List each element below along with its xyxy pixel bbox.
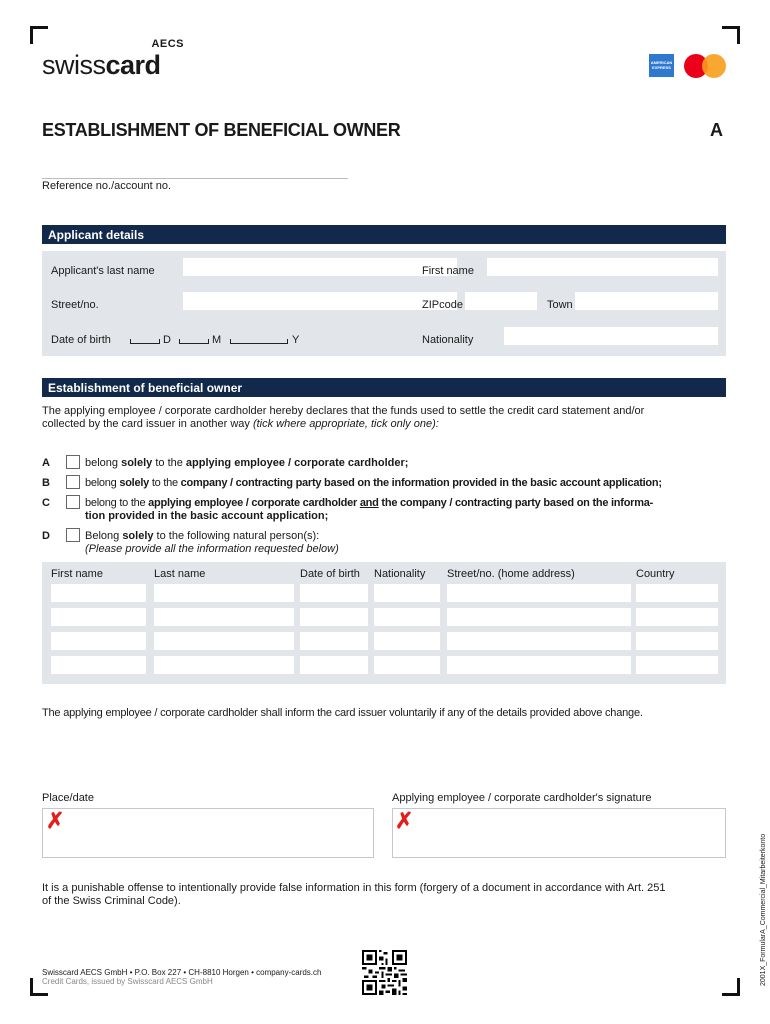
dob-day-label: D	[163, 334, 171, 346]
option-a-text: belong solely to the applying employee / corporate cardholder;	[85, 457, 409, 469]
dob-year-label: Y	[292, 334, 300, 346]
intro-line-1: The applying employee / corporate cardholder hereby declares that the funds used to settle the credit card statement and/or	[42, 405, 645, 417]
place-date-field[interactable]	[42, 808, 374, 858]
zip-label: ZIPcode	[422, 299, 463, 311]
option-a-letter: A	[42, 457, 50, 469]
place-date-x-mark: ✗	[46, 808, 65, 833]
option-b-checkbox[interactable]	[66, 475, 80, 489]
signature-label: Applying employee / corporate cardholder's signature	[392, 792, 652, 804]
street-field[interactable]	[183, 292, 457, 310]
town-label: Town	[547, 299, 573, 311]
mastercard-logo	[684, 54, 728, 78]
signature-field[interactable]	[392, 808, 726, 858]
reference-label: Reference no./account no.	[42, 180, 172, 192]
applicant-panel	[42, 251, 726, 356]
col-nationality: Nationality	[374, 568, 426, 580]
zip-field[interactable]	[465, 292, 537, 310]
col-street: Street/no. (home address)	[447, 568, 575, 580]
beneficial-section-header: Establishment of beneficial owner	[42, 378, 726, 397]
form-code-vertical: 2001X_FormularA_Commercial_Mitarbeiterkonto	[760, 833, 767, 986]
dob-day-field[interactable]	[130, 327, 160, 345]
warning-line-2: of the Swiss Criminal Code).	[42, 895, 181, 907]
person-4-col-3-field[interactable]	[300, 656, 368, 674]
option-c-checkbox[interactable]	[66, 495, 80, 509]
person-2-col-3-field[interactable]	[300, 608, 368, 626]
option-d-letter: D	[42, 530, 50, 542]
dob-year-field[interactable]	[230, 327, 288, 345]
logo-aecs: AECS	[151, 38, 184, 50]
person-3-col-6-field[interactable]	[636, 632, 718, 650]
logo-swiss: swiss	[42, 50, 106, 80]
last-name-field[interactable]	[183, 258, 457, 276]
person-4-col-6-field[interactable]	[636, 656, 718, 674]
person-1-col-3-field[interactable]	[300, 584, 368, 602]
street-label: Street/no.	[51, 299, 99, 311]
dob-month-label: M	[212, 334, 222, 346]
person-4-col-5-field[interactable]	[447, 656, 631, 674]
warning-line-1: It is a punishable offense to intentionally provide false information in this form (forgery of a document in accordance with Art. 251	[42, 882, 666, 894]
option-c-text: belong to the applying employee / corporate cardholder and the company / contracting party based on the informa-	[85, 497, 653, 509]
person-4-col-1-field[interactable]	[51, 656, 146, 674]
first-name-field[interactable]	[487, 258, 718, 276]
person-1-col-5-field[interactable]	[447, 584, 631, 602]
person-3-col-5-field[interactable]	[447, 632, 631, 650]
dob-month-field[interactable]	[179, 327, 209, 345]
qr-code	[362, 950, 407, 995]
option-c-letter: C	[42, 497, 50, 509]
person-3-col-4-field[interactable]	[374, 632, 440, 650]
person-1-col-6-field[interactable]	[636, 584, 718, 602]
logo-card: card	[105, 50, 161, 80]
person-4-col-4-field[interactable]	[374, 656, 440, 674]
option-d-checkbox[interactable]	[66, 528, 80, 542]
person-3-col-3-field[interactable]	[300, 632, 368, 650]
person-1-col-2-field[interactable]	[154, 584, 294, 602]
intro-line-2: collected by the card issuer in another way (tick where appropriate, tick only one):	[42, 418, 439, 430]
person-1-col-1-field[interactable]	[51, 584, 146, 602]
option-a-checkbox[interactable]	[66, 455, 80, 469]
crop-mark-top-right	[722, 26, 740, 44]
signature-x-mark: ✗	[395, 808, 414, 833]
col-date-of-birth: Date of birth	[300, 568, 360, 580]
person-2-col-6-field[interactable]	[636, 608, 718, 626]
person-3-col-1-field[interactable]	[51, 632, 146, 650]
town-field[interactable]	[575, 292, 718, 310]
form-letter: A	[710, 120, 723, 140]
nationality-label: Nationality	[422, 334, 474, 346]
col-country: Country	[636, 568, 675, 580]
option-b-text: belong solely to the company / contracting party based on the information provided in the basic account application;	[85, 477, 662, 489]
option-c-text-cont: tion provided in the basic account application;	[85, 510, 329, 522]
person-1-col-4-field[interactable]	[374, 584, 440, 602]
person-2-col-1-field[interactable]	[51, 608, 146, 626]
change-notice: The applying employee / corporate cardholder shall inform the card issuer voluntarily if any of the details provided above change.	[42, 707, 643, 719]
col-last-name: Last name	[154, 568, 206, 580]
crop-mark-bottom-right	[722, 978, 740, 996]
nationality-field[interactable]	[504, 327, 718, 345]
footer-address: Swisscard AECS GmbH • P.O. Box 227 • CH-8810 Horgen • company-cards.ch	[42, 968, 322, 977]
person-4-col-2-field[interactable]	[154, 656, 294, 674]
option-d-text: Belong solely to the following natural person(s):	[85, 530, 320, 542]
option-d-note: (Please provide all the information requested below)	[85, 543, 339, 555]
page-title: ESTABLISHMENT OF BENEFICIAL OWNER	[42, 120, 401, 140]
person-2-col-2-field[interactable]	[154, 608, 294, 626]
place-date-label: Place/date	[42, 792, 94, 804]
applicant-section-header: Applicant details	[42, 225, 726, 244]
person-2-col-4-field[interactable]	[374, 608, 440, 626]
option-b-letter: B	[42, 477, 50, 489]
person-3-col-2-field[interactable]	[154, 632, 294, 650]
amex-logo: AMERICAN EXPRESS	[649, 54, 674, 77]
last-name-label: Applicant's last name	[51, 265, 155, 277]
person-2-col-5-field[interactable]	[447, 608, 631, 626]
reference-input-line[interactable]	[42, 178, 348, 179]
dob-label: Date of birth	[51, 334, 111, 346]
col-first-name: First name	[51, 568, 103, 580]
first-name-label: First name	[422, 265, 474, 277]
footer-issuer: Credit Cards, issued by Swisscard AECS GmbH	[42, 977, 213, 986]
swisscard-logo	[42, 38, 192, 80]
